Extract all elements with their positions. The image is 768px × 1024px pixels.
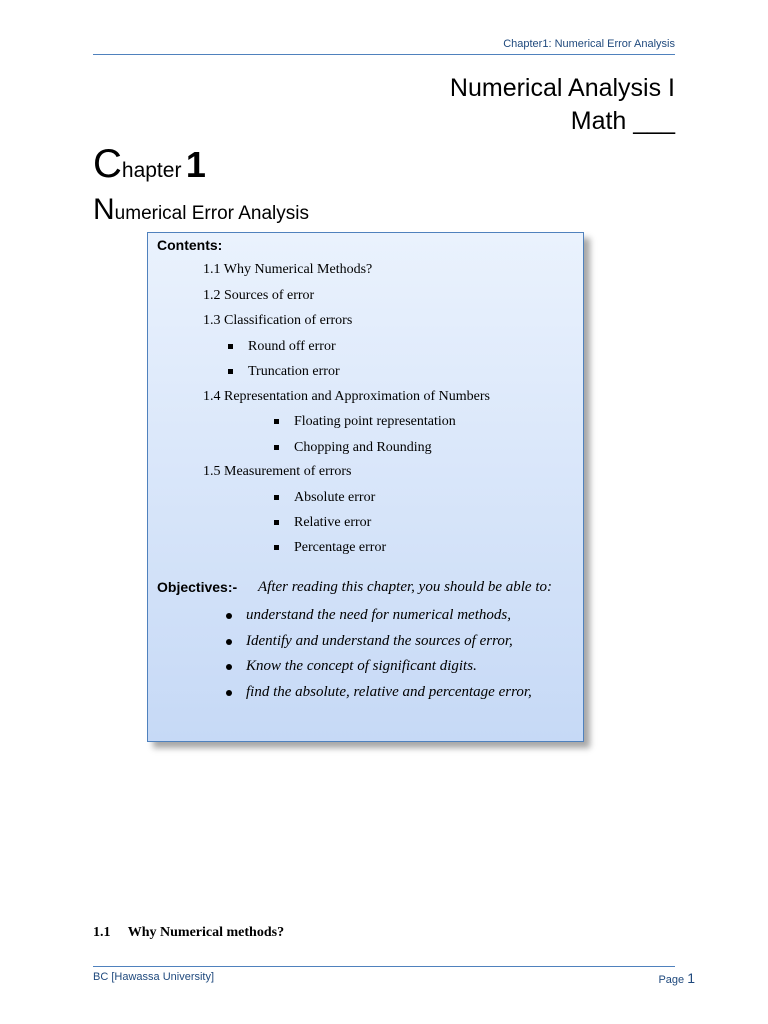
objective-item: Identify and understand the sources of error, — [226, 633, 513, 650]
section-heading: 1.1 Why Numerical methods? — [93, 925, 285, 940]
toc-item: 1.2 Sources of error — [203, 288, 315, 303]
bullet-icon — [226, 639, 232, 645]
running-header: Chapter1: Numerical Error Analysis — [503, 38, 675, 50]
toc-item: 1.1 Why Numerical Methods? — [203, 262, 373, 277]
toc-subitem: Floating point representation — [274, 414, 456, 430]
square-bullet-icon — [274, 545, 279, 550]
toc-item: 1.5 Measurement of errors — [203, 464, 352, 479]
chapter-word: hapter — [121, 159, 182, 182]
square-bullet-icon — [274, 520, 279, 525]
footer-page — [658, 970, 695, 986]
square-bullet-icon — [274, 495, 279, 500]
objective-item: understand the need for numerical methods, — [226, 607, 511, 624]
toc-item: 1.3 Classification of errors — [203, 313, 353, 328]
toc-subitem: Percentage error — [274, 540, 386, 556]
contents-box — [147, 232, 584, 742]
objective-item: find the absolute, relative and percentage error, — [226, 684, 532, 701]
toc-subitem: Truncation error — [228, 364, 340, 380]
document-title — [450, 72, 675, 138]
chapter-initial: C — [93, 142, 122, 186]
chapter-heading — [93, 142, 206, 187]
title-line-1: Numerical Analysis I — [449, 74, 675, 102]
toc-item: 1.4 Representation and Approximation of Numbers — [203, 389, 490, 404]
objectives-label: Objectives:- — [157, 579, 238, 595]
square-bullet-icon — [274, 419, 279, 424]
page-label: Page — [658, 974, 685, 986]
square-bullet-icon — [274, 445, 279, 450]
toc-subitem: Round off error — [228, 339, 336, 355]
page-number: 1 — [687, 970, 695, 986]
subtitle-initial: N — [93, 193, 115, 226]
toc-subitem: Chopping and Rounding — [274, 440, 432, 456]
title-line-2: Math ___ — [570, 107, 675, 135]
subtitle-text: umerical Error Analysis — [114, 203, 309, 224]
toc-subitem: Absolute error — [274, 490, 375, 506]
footer-institution: BC [Hawassa University] — [93, 971, 215, 983]
toc-subitem: Relative error — [274, 515, 371, 531]
objectives-intro: After reading this chapter, you should be able to: — [258, 579, 552, 595]
header-rule — [93, 54, 675, 55]
footer-rule — [93, 966, 675, 967]
contents-label: Contents: — [157, 237, 223, 253]
bullet-icon — [226, 613, 232, 619]
chapter-subtitle — [93, 193, 309, 227]
bullet-icon — [226, 690, 232, 696]
square-bullet-icon — [228, 344, 233, 349]
bullet-icon — [226, 664, 232, 670]
square-bullet-icon — [228, 369, 233, 374]
objective-item: Know the concept of significant digits. — [226, 658, 477, 675]
chapter-number: 1 — [185, 144, 206, 185]
